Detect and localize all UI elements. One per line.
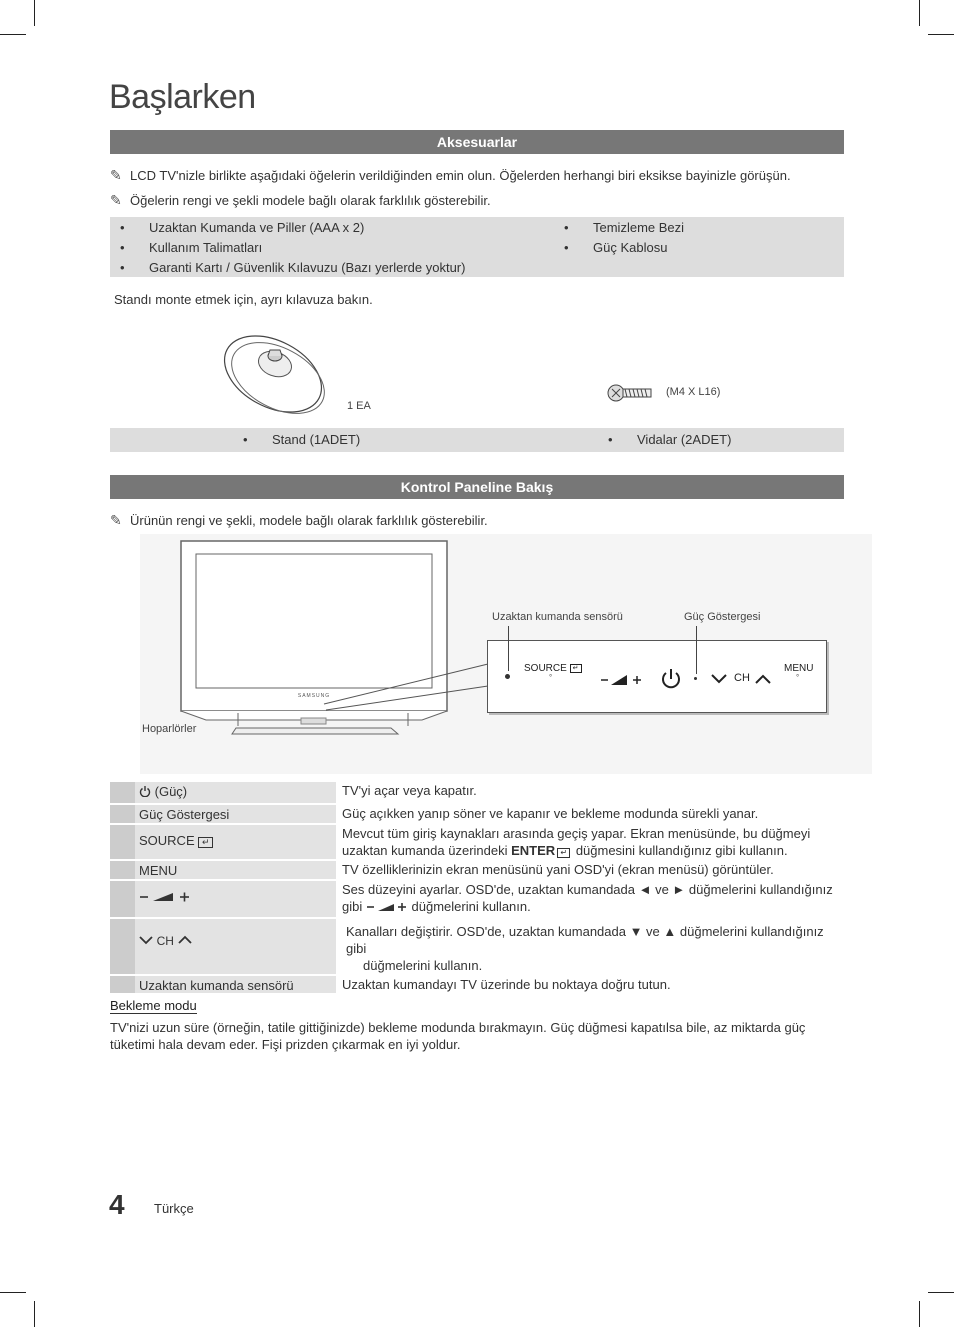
stand-quantity: 1 EA xyxy=(347,400,371,412)
control-panel-closeup xyxy=(487,640,827,713)
table-row: Ses düzeyini ayarlar. OSD'de, uzaktan kumandada ◄ ve ► düğmelerini kullandığınız gibi düğmelerini kullanın. xyxy=(110,881,844,917)
crop-mark xyxy=(0,1292,26,1293)
crop-mark xyxy=(919,0,920,26)
list-item: • Uzaktan Kumanda ve Piller (AAA x 2) xyxy=(120,220,365,235)
table-row: Güç Göstergesi Güç açıkken yanıp söner ve kapanır ve bekleme modunda sürekli yanar. xyxy=(110,805,844,823)
stand-instruction: Standı monte etmek için, ayrı kılavuza bakın. xyxy=(114,292,373,307)
standby-heading: Bekleme modu xyxy=(110,998,197,1013)
note: ✎ Ürünün rengi ve şekli, modele bağlı olarak farklılık gösterebilir. xyxy=(110,512,488,528)
table-row: SOURCE ↵ Mevcut tüm giriş kaynakları arasında geçiş yapar. Ekran menüsünde, bu düğmeyi uzaktan kumanda üzerindeki ENTER ↵ düğmesini kullandığınız gibi kullanın. xyxy=(110,825,844,859)
volume-icon xyxy=(366,902,408,912)
volume-control xyxy=(599,672,645,688)
enter-icon: ↵ xyxy=(557,848,570,858)
page-title: Başlarken xyxy=(109,78,256,116)
callout-line xyxy=(696,626,697,674)
crop-mark xyxy=(0,34,26,35)
page-language: Türkçe xyxy=(154,1201,194,1216)
callout-remote-sensor: Uzaktan kumanda sensörü xyxy=(492,611,623,623)
callout-power-indicator: Güç Göstergesi xyxy=(684,611,761,623)
list-item: • Vidalar (2ADET) xyxy=(608,432,732,447)
ch-label: CH xyxy=(734,672,750,684)
chevron-up-icon xyxy=(178,935,192,945)
note-pencil-icon: ✎ xyxy=(110,167,122,183)
note-pencil-icon: ✎ xyxy=(110,512,122,528)
callout-line xyxy=(508,626,509,671)
enter-icon: ↵ xyxy=(570,664,582,673)
list-item: • Güç Kablosu xyxy=(564,240,668,255)
zoom-connector-lines xyxy=(320,660,490,720)
list-item: • Kullanım Talimatları xyxy=(120,240,263,255)
note: ✎ LCD TV'nizle birlikte aşağıdaki öğelerin verildiğinden emin olun. Öğelerden herhangi biri eksikse bayinizle görüşün. xyxy=(110,167,791,183)
crop-mark xyxy=(34,0,35,26)
list-item: • Garanti Kartı / Güvenlik Kılavuzu (Bazı yerlerde yoktur) xyxy=(120,260,466,275)
standby-text-line: tüketimi hala devam eder. Fişi prizden çıkarmak en iyi yoldur. xyxy=(110,1037,461,1052)
control-descriptions-table xyxy=(110,780,844,995)
source-button: SOURCE ↵ xyxy=(524,663,582,674)
note: ✎ Öğelerin rengi ve şekli modele bağlı olarak farklılık gösterebilir. xyxy=(110,192,491,208)
section-header-control-panel: Kontrol Paneline Bakış xyxy=(110,475,844,499)
crop-mark xyxy=(928,34,954,35)
note-pencil-icon: ✎ xyxy=(110,192,122,208)
channel-up-icon xyxy=(753,671,773,687)
screw-icon xyxy=(607,383,653,403)
standby-text-line: TV'nizi uzun süre (örneğin, tatile gittiğinizde) bekleme modunda bırakmayın. Güç düğmesi kapatılsa bile, az miktarda güç xyxy=(110,1020,806,1035)
channel-down-icon xyxy=(709,671,729,687)
menu-button: MENU xyxy=(784,663,814,674)
accessories-list xyxy=(110,217,844,277)
stand-illustration xyxy=(218,332,334,414)
button-dot: ° xyxy=(796,673,800,682)
brand-logo: SAMSUNG xyxy=(297,693,331,699)
enter-icon: ↵ xyxy=(198,837,213,848)
callout-speakers: Hoparlörler xyxy=(142,723,197,735)
volume-icon xyxy=(139,891,191,903)
crop-mark xyxy=(34,1301,35,1327)
section-header-accessories: Aksesuarlar xyxy=(110,130,844,154)
power-icon xyxy=(659,667,683,691)
crop-mark xyxy=(919,1301,920,1327)
power-indicator-dot xyxy=(694,677,697,680)
page-number: 4 xyxy=(109,1189,125,1220)
table-row: Uzaktan kumanda sensörü Uzaktan kumandayı TV üzerinde bu noktaya doğru tutun. xyxy=(110,976,844,993)
screw-label: (M4 X L16) xyxy=(666,386,721,398)
table-row: MENU TV özelliklerinizin ekran menüsünü yani OSD'yi (ekran menüsü) görüntüler. xyxy=(110,861,844,879)
table-row: CH Kanalları değiştirir. OSD'de, uzaktan kumandada ▼ ve ▲ düğmelerini kullandığınız gibi düğmelerini kullanın. xyxy=(110,919,844,974)
list-item: • Temizleme Bezi xyxy=(564,220,685,235)
list-item: • Stand (1ADET) xyxy=(243,432,361,447)
accessory-parts-list xyxy=(110,428,844,452)
button-dot: ° xyxy=(549,673,553,682)
crop-mark xyxy=(928,1292,954,1293)
table-row: (Güç) TV'yi açar veya kapatır. xyxy=(110,782,844,803)
remote-sensor-dot xyxy=(505,674,510,679)
chevron-down-icon xyxy=(139,935,153,945)
power-icon xyxy=(139,785,151,797)
